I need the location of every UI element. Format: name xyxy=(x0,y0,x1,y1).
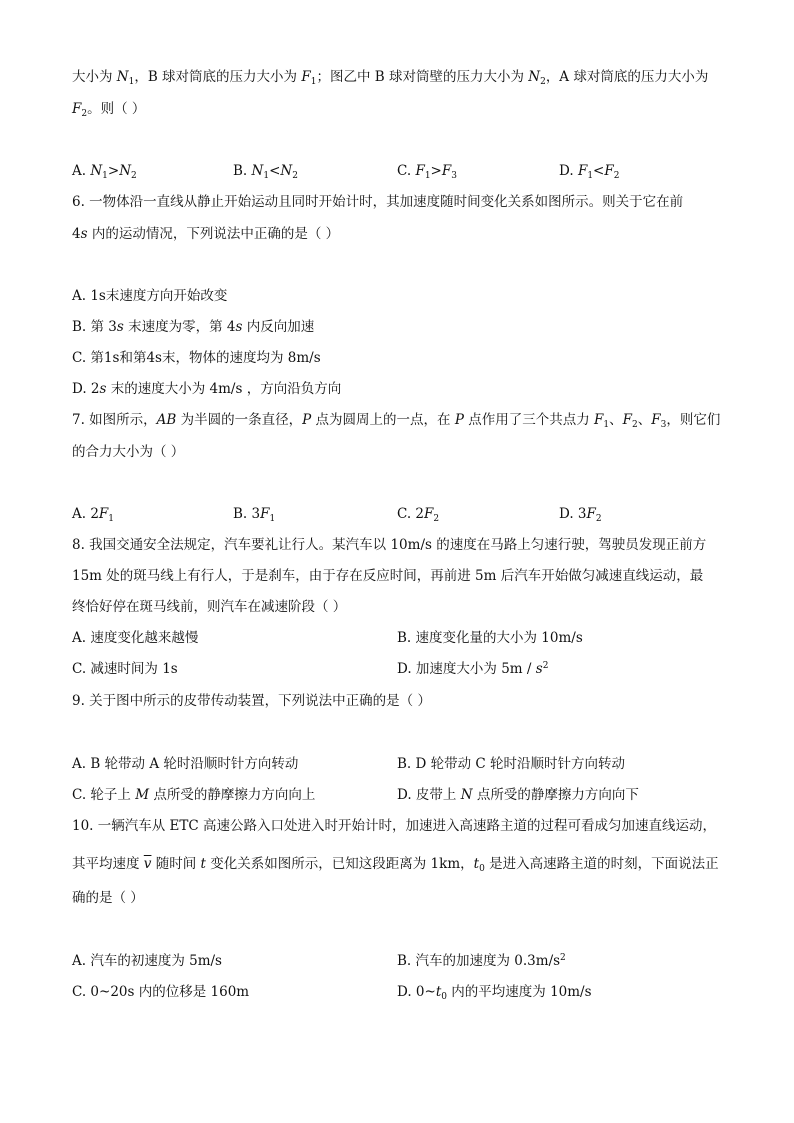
q6-stem-line1: 6. 一物体沿一直线从静止开始运动且同时开始计时，其加速度随时间变化关系如图所示。则关于它在前 xyxy=(72,194,684,210)
q9-stem: 9. 关于图中所示的皮带传动装置，下列说法中正确的是（ ） xyxy=(72,693,431,709)
var-t0: t xyxy=(473,856,480,872)
var-n2: N xyxy=(528,69,541,85)
q10-stem-line1: 10. 一辆汽车从 ETC 高速公路入口处进入时开始计时，加速进入高速路主道的过程可看成匀加速直线运动， xyxy=(72,818,717,834)
text: A. xyxy=(72,163,91,179)
var-p: P xyxy=(454,412,464,428)
subscript: 1 xyxy=(310,77,317,87)
q5-option-c xyxy=(397,162,457,180)
q5-stem-line2 xyxy=(72,100,145,118)
var: F xyxy=(586,506,596,522)
subscript: 1 xyxy=(424,171,431,181)
q8-stem-line3: 终恰好停在斑马线前，则汽车在减速阶段（ ） xyxy=(72,599,347,615)
q5-stem-line1 xyxy=(72,68,708,86)
subscript: 2 xyxy=(613,171,620,181)
q9-option-b: B. D 轮带动 C 轮时沿顺时针方向转动 xyxy=(397,756,626,772)
q8-stem-line1: 8. 我国交通安全法规定，汽车要礼让行人。某汽车以 10m/s 的速度在马路上匀速行驶，驾驶员发现正前方 xyxy=(72,537,707,553)
text: D. 2 xyxy=(72,381,100,397)
unit-s: s xyxy=(116,319,124,335)
var: F xyxy=(604,163,614,179)
text: B. 3 xyxy=(233,506,261,522)
text: D. 加速度大小为 5m / xyxy=(397,661,536,677)
q5-option-b xyxy=(233,162,298,180)
var-t0: t xyxy=(435,984,442,1000)
subscript: 2 xyxy=(595,514,602,524)
var: F xyxy=(441,163,452,179)
q9-option-c xyxy=(72,786,315,804)
var-p: P xyxy=(302,412,312,428)
text: 点作用了三个共点力 xyxy=(463,412,595,428)
unit-s: s xyxy=(535,661,543,677)
text: ，则它们 xyxy=(666,412,721,428)
var: F xyxy=(260,506,270,522)
var-f3: F xyxy=(651,412,661,428)
q7-stem-line2: 的合力大小为（ ） xyxy=(72,444,185,460)
text: D. 3 xyxy=(559,506,587,522)
q8-option-d xyxy=(397,660,548,678)
text: 7. 如图所示， xyxy=(72,412,157,428)
text: 变化关系如图所示，已知这段距离为 1km， xyxy=(205,856,474,872)
subscript: 1 xyxy=(102,171,108,181)
text: C. 轮子上 xyxy=(72,787,136,803)
var-t: t xyxy=(200,856,206,872)
var-f1: F xyxy=(301,69,311,85)
operator: > xyxy=(430,163,442,179)
subscript: 3 xyxy=(451,171,457,181)
var-f2: F xyxy=(622,412,632,428)
subscript: 2 xyxy=(131,171,137,181)
q7-option-d xyxy=(559,505,602,523)
q6-option-c: C. 第1s和第4s末，物体的速度均为 8m/s xyxy=(72,350,321,366)
text: 、 xyxy=(637,412,652,428)
var: F xyxy=(424,506,434,522)
text: ，B 球对筒底的压力大小为 xyxy=(134,69,302,85)
q9-option-d xyxy=(397,786,639,804)
q6-stem-line2 xyxy=(72,225,339,243)
text: 随时间 xyxy=(151,856,201,872)
text: B. xyxy=(233,163,252,179)
text: C. 2 xyxy=(397,506,425,522)
operator: < xyxy=(269,163,281,179)
var-m: M xyxy=(135,787,150,803)
text: A. 2 xyxy=(72,506,99,522)
q6-option-a: A. 1s末速度方向开始改变 xyxy=(72,288,228,304)
superscript: 2 xyxy=(542,661,549,671)
text: B. 第 3 xyxy=(72,319,117,335)
var: N xyxy=(119,163,132,179)
q10-option-b xyxy=(397,952,566,970)
operator: < xyxy=(593,163,605,179)
text: ；图乙中 B 球对筒壁的压力大小为 xyxy=(316,69,529,85)
operator: > xyxy=(107,163,120,179)
var: N xyxy=(90,163,103,179)
text: 是进入高速路主道的时刻，下面说法正 xyxy=(484,856,719,872)
text: 末速度为零，第 4 xyxy=(123,319,236,335)
text: 其平均速度 xyxy=(72,856,144,872)
text: 内反向加速 xyxy=(242,319,315,335)
q10-option-d xyxy=(397,983,592,1001)
q10-option-c: C. 0~20s 内的位移是 160m xyxy=(72,984,250,1000)
subscript: 2 xyxy=(433,514,440,524)
text: 点为圆周上的一点，在 xyxy=(311,412,455,428)
var: N xyxy=(280,163,293,179)
subscript: 1 xyxy=(108,514,115,524)
q5-option-d xyxy=(559,162,619,180)
text: 4 xyxy=(72,226,81,242)
subscript: 2 xyxy=(292,171,298,181)
text: 点所受的静摩擦力方向向下 xyxy=(472,787,639,803)
q7-option-b xyxy=(233,505,275,523)
q7-option-a xyxy=(72,505,114,523)
text: 。则（ ） xyxy=(87,101,146,117)
subscript: 1 xyxy=(603,420,610,430)
q8-option-a: A. 速度变化越来越慢 xyxy=(72,630,199,646)
subscript: 1 xyxy=(128,77,135,87)
text: D. 0~ xyxy=(397,984,436,1000)
q6-option-b xyxy=(72,318,314,336)
q7-stem-line1 xyxy=(72,411,720,429)
q8-option-b: B. 速度变化量的大小为 10m/s xyxy=(397,630,583,646)
var: F xyxy=(98,506,109,522)
q5-option-a xyxy=(72,162,137,180)
text: 点所受的静摩擦力方向向上 xyxy=(149,787,316,803)
text: D. xyxy=(559,163,578,179)
unit-s: s xyxy=(80,226,88,242)
text: C. xyxy=(397,163,416,179)
q6-option-d xyxy=(72,380,341,398)
subscript: 2 xyxy=(632,420,638,430)
unit-s: s xyxy=(235,319,243,335)
text: 内的平均速度为 10m/s xyxy=(447,984,592,1000)
subscript: 3 xyxy=(660,420,667,430)
unit-s: s xyxy=(99,381,107,397)
text: 末的速度大小为 4m/s ，方向沿负方向 xyxy=(106,381,342,397)
var: F xyxy=(415,163,425,179)
var-n: N xyxy=(460,787,473,803)
var-f2: F xyxy=(72,101,82,117)
subscript: 1 xyxy=(269,514,276,524)
text: 大小为 xyxy=(72,69,117,85)
var: F xyxy=(577,163,588,179)
text: 为半圆的一条直径， xyxy=(176,412,303,428)
text: 、 xyxy=(609,412,623,428)
var-n1: N xyxy=(116,69,129,85)
var-f1: F xyxy=(594,412,604,428)
var-v-bar: $\overline{v}$ xyxy=(143,856,152,872)
text: B. 汽车的加速度为 0.3m/s xyxy=(397,953,561,969)
q10-option-a: A. 汽车的初速度为 5m/s xyxy=(72,953,222,969)
text: ，A 球对筒底的压力大小为 xyxy=(545,69,709,85)
q10-stem-line2 xyxy=(72,855,719,873)
q7-option-c xyxy=(397,505,439,523)
text: 内的运动情况，下列说法中正确的是（ ） xyxy=(87,226,340,242)
subscript: 2 xyxy=(540,77,546,87)
q10-stem-line3: 确的是（ ） xyxy=(72,890,144,906)
subscript: 1 xyxy=(587,171,594,181)
subscript: 0 xyxy=(479,864,485,874)
text: D. 皮带上 xyxy=(397,787,461,803)
subscript: 0 xyxy=(441,992,447,1002)
subscript: 1 xyxy=(263,171,270,181)
q9-option-a: A. B 轮带动 A 轮时沿顺时针方向转动 xyxy=(72,756,299,772)
var: N xyxy=(251,163,264,179)
q8-stem-line2: 15m 处的斑马线上有行人，于是刹车，由于存在反应时间，再前进 5m 后汽车开始做匀减速直线运动，最 xyxy=(72,568,704,584)
q8-option-c: C. 减速时间为 1s xyxy=(72,661,178,677)
subscript: 2 xyxy=(81,109,88,119)
var-ab: AB xyxy=(156,412,177,428)
superscript: 2 xyxy=(560,953,566,963)
